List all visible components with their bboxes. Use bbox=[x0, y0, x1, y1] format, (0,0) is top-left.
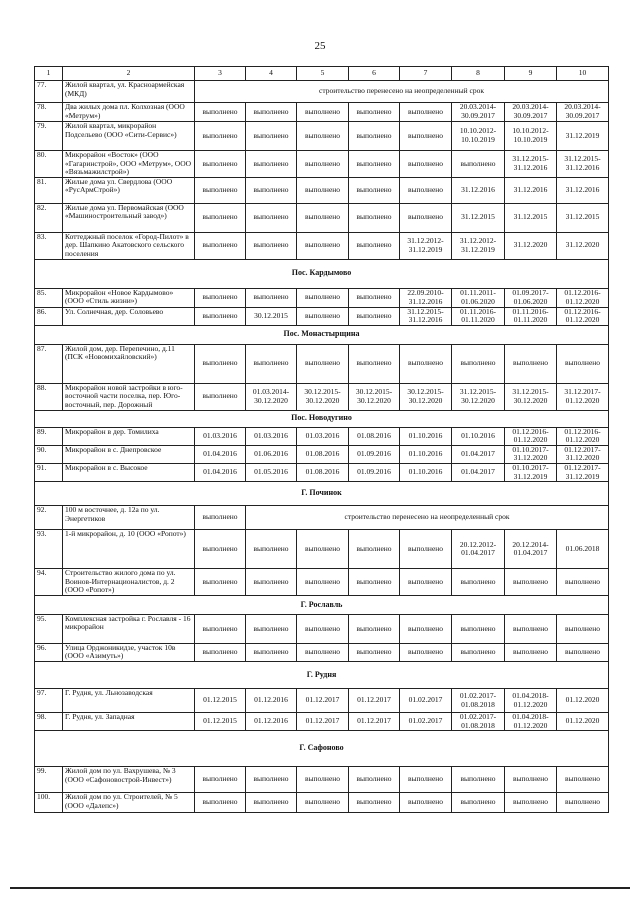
status-cell: выполнено bbox=[297, 151, 349, 178]
table-row bbox=[35, 383, 609, 410]
status-cell: выполнено bbox=[349, 103, 400, 122]
status-cell: выполнено bbox=[557, 643, 609, 661]
status-cell: выполнено bbox=[297, 232, 349, 259]
status-cell: 20.12.2012- 01.04.2017 bbox=[452, 530, 505, 569]
status-cell: 31.12.2015- 31.12.2016 bbox=[557, 151, 609, 178]
object-name: Жилой дом по ул. Строителей, № 5 (ООО «Далепс») bbox=[63, 793, 195, 813]
table-row bbox=[35, 445, 609, 463]
status-cell: выполнено bbox=[246, 643, 297, 661]
status-cell: 01.11.2016- 01.11.2020 bbox=[452, 307, 505, 325]
section-header-row bbox=[35, 731, 609, 767]
status-cell: выполнено bbox=[557, 614, 609, 643]
status-cell: 01.02.2017 bbox=[400, 689, 452, 713]
status-cell: 01.12.2016- 01.12.2020 bbox=[557, 288, 609, 307]
table-row bbox=[35, 81, 609, 103]
construction-table bbox=[34, 66, 609, 813]
status-cell: 01.08.2016 bbox=[297, 463, 349, 481]
status-cell: выполнено bbox=[400, 614, 452, 643]
section-header-row bbox=[35, 482, 609, 506]
status-cell: выполнено bbox=[297, 344, 349, 383]
status-cell: выполнено bbox=[195, 767, 246, 793]
status-cell: выполнено bbox=[246, 177, 297, 203]
status-cell: 01.09.2016 bbox=[349, 445, 400, 463]
object-name: Г. Рудня, ул. Льнозаводская bbox=[63, 689, 195, 713]
status-cell: 20.12.2014- 01.04.2017 bbox=[505, 530, 557, 569]
row-number: 86. bbox=[35, 307, 63, 325]
status-cell: выполнено bbox=[349, 793, 400, 813]
status-cell: выполнено bbox=[349, 232, 400, 259]
row-number: 83. bbox=[35, 232, 63, 259]
table-row bbox=[35, 103, 609, 122]
table-row bbox=[35, 122, 609, 151]
status-cell: 01.10.2016 bbox=[400, 427, 452, 445]
status-cell: 31.12.2020 bbox=[557, 232, 609, 259]
object-name: Микрорайон «Новое Кардымово» (ООО «Стиль жизни») bbox=[63, 288, 195, 307]
status-cell: 01.10.2017- 31.12.2019 bbox=[505, 463, 557, 481]
column-number-cell: 2 bbox=[63, 67, 195, 81]
status-cell: выполнено bbox=[297, 177, 349, 203]
object-name: Комплексная застройка г. Рославля - 16 микрорайон bbox=[63, 614, 195, 643]
status-cell: выполнено bbox=[246, 203, 297, 232]
status-cell: выполнено bbox=[400, 177, 452, 203]
status-cell: выполнено bbox=[557, 767, 609, 793]
status-cell: 01.03.2016 bbox=[195, 427, 246, 445]
table-row bbox=[35, 232, 609, 259]
status-cell: 31.12.2015- 31.12.2016 bbox=[505, 151, 557, 178]
status-cell: выполнено bbox=[557, 569, 609, 596]
section-header-row bbox=[35, 410, 609, 427]
status-cell: выполнено bbox=[400, 344, 452, 383]
status-cell: выполнено bbox=[505, 643, 557, 661]
column-number-cell: 4 bbox=[246, 67, 297, 81]
status-cell: 31.12.2016 bbox=[557, 177, 609, 203]
object-name: Жилой квартал, ул. Красноармейская (МКД) bbox=[63, 81, 195, 103]
status-cell: 01.12.2020 bbox=[557, 713, 609, 731]
status-cell: 01.03.2016 bbox=[297, 427, 349, 445]
table-row bbox=[35, 506, 609, 530]
status-cell: выполнено bbox=[195, 569, 246, 596]
column-number-row bbox=[35, 67, 609, 81]
status-cell: выполнено bbox=[297, 767, 349, 793]
postponed-note: строительство перенесено на неопределенный срок bbox=[246, 506, 609, 530]
status-cell: выполнено bbox=[297, 569, 349, 596]
status-cell: 31.12.2012- 31.12.2019 bbox=[400, 232, 452, 259]
row-number: 92. bbox=[35, 506, 63, 530]
status-cell: 31.12.2017- 01.12.2020 bbox=[557, 383, 609, 410]
status-cell: 31.12.2015 bbox=[452, 203, 505, 232]
status-cell: выполнено bbox=[349, 177, 400, 203]
object-name: Микрорайон в с. Днепровское bbox=[63, 445, 195, 463]
status-cell: выполнено bbox=[195, 643, 246, 661]
status-cell: выполнено bbox=[297, 122, 349, 151]
object-name: Микрорайон в с. Высокое bbox=[63, 463, 195, 481]
row-number: 94. bbox=[35, 569, 63, 596]
table-body bbox=[35, 67, 609, 813]
object-name: Микрорайон в дер. Томилиха bbox=[63, 427, 195, 445]
section-header-row bbox=[35, 259, 609, 288]
section-title: Пос. Кардымово bbox=[35, 259, 609, 288]
status-cell: 31.12.2016 bbox=[452, 177, 505, 203]
status-cell: выполнено bbox=[195, 530, 246, 569]
status-cell: выполнено bbox=[246, 530, 297, 569]
row-number: 77. bbox=[35, 81, 63, 103]
status-cell: 01.12.2017- 31.12.2020 bbox=[557, 445, 609, 463]
status-cell: 01.03.2014- 30.12.2020 bbox=[246, 383, 297, 410]
status-cell: 01.12.2017 bbox=[349, 689, 400, 713]
status-cell: 01.12.2017- 31.12.2019 bbox=[557, 463, 609, 481]
status-cell: 01.10.2017- 31.12.2020 bbox=[505, 445, 557, 463]
table-row bbox=[35, 307, 609, 325]
object-name: Микрорайон «Восток» (ООО «Гагаринстрой», ООО «Метрум», ООО «Вязьмажилстрой») bbox=[63, 151, 195, 178]
status-cell: 01.10.2016 bbox=[452, 427, 505, 445]
table-row bbox=[35, 344, 609, 383]
table-row bbox=[35, 643, 609, 661]
status-cell: 01.12.2015 bbox=[195, 713, 246, 731]
status-cell: 01.10.2016 bbox=[400, 445, 452, 463]
status-cell: 31.12.2015 bbox=[505, 203, 557, 232]
row-number: 88. bbox=[35, 383, 63, 410]
status-cell: выполнено bbox=[195, 793, 246, 813]
status-cell: выполнено bbox=[452, 614, 505, 643]
status-cell: выполнено bbox=[195, 151, 246, 178]
row-number: 91. bbox=[35, 463, 63, 481]
status-cell: выполнено bbox=[349, 614, 400, 643]
status-cell: выполнено bbox=[246, 288, 297, 307]
column-number-cell: 5 bbox=[297, 67, 349, 81]
status-cell: выполнено bbox=[400, 767, 452, 793]
object-name: Жилой квартал, микрорайон Подсельево (ООО «Сити-Сервис») bbox=[63, 122, 195, 151]
status-cell: 01.10.2016 bbox=[400, 463, 452, 481]
status-cell: выполнено bbox=[195, 122, 246, 151]
status-cell: 20.03.2014- 30.09.2017 bbox=[452, 103, 505, 122]
status-cell: 01.06.2016 bbox=[246, 445, 297, 463]
status-cell: 20.03.2014- 30.09.2017 bbox=[505, 103, 557, 122]
status-cell: выполнено bbox=[195, 232, 246, 259]
section-header-row bbox=[35, 595, 609, 614]
status-cell: 01.09.2017- 01.06.2020 bbox=[505, 288, 557, 307]
status-cell: выполнено bbox=[246, 793, 297, 813]
status-cell: выполнено bbox=[349, 643, 400, 661]
status-cell: 10.10.2012- 10.10.2019 bbox=[505, 122, 557, 151]
status-cell: 30.12.2015- 30.12.2020 bbox=[400, 383, 452, 410]
table-row bbox=[35, 151, 609, 178]
postponed-note: строительство перенесено на неопределенный срок bbox=[195, 81, 609, 103]
status-cell: выполнено bbox=[400, 122, 452, 151]
table-row bbox=[35, 427, 609, 445]
table-row bbox=[35, 689, 609, 713]
status-cell: выполнено bbox=[400, 793, 452, 813]
status-cell: выполнено bbox=[400, 103, 452, 122]
status-cell: 01.06.2018 bbox=[557, 530, 609, 569]
status-cell: 01.05.2016 bbox=[246, 463, 297, 481]
row-number: 79. bbox=[35, 122, 63, 151]
status-cell: 31.12.2015- 31.12.2016 bbox=[400, 307, 452, 325]
status-cell: 31.12.2016 bbox=[505, 177, 557, 203]
section-header-row bbox=[35, 325, 609, 344]
status-cell: выполнено bbox=[349, 151, 400, 178]
object-name: Г. Рудня, ул. Западная bbox=[63, 713, 195, 731]
status-cell: 30.12.2015- 30.12.2020 bbox=[349, 383, 400, 410]
status-cell: выполнено bbox=[505, 767, 557, 793]
status-cell: выполнено bbox=[297, 643, 349, 661]
status-cell: выполнено bbox=[195, 177, 246, 203]
status-cell: выполнено bbox=[246, 569, 297, 596]
row-number: 82. bbox=[35, 203, 63, 232]
row-number: 81. bbox=[35, 177, 63, 203]
page-number: 25 bbox=[314, 40, 326, 52]
object-name: Микрорайон новой застройки в юго-восточной части поселка, пер. Юго-восточный, пер. Дорожный bbox=[63, 383, 195, 410]
status-cell: выполнено bbox=[349, 203, 400, 232]
row-number: 90. bbox=[35, 445, 63, 463]
row-number: 93. bbox=[35, 530, 63, 569]
status-cell: 22.09.2010- 31.12.2016 bbox=[400, 288, 452, 307]
status-cell: 01.12.2016 bbox=[246, 689, 297, 713]
table-row bbox=[35, 767, 609, 793]
status-cell: выполнено bbox=[452, 767, 505, 793]
object-name: 1-й микрорайон, д. 10 (ООО «Ропот») bbox=[63, 530, 195, 569]
status-cell: 31.12.2019 bbox=[557, 122, 609, 151]
section-title: Пос. Новодугино bbox=[35, 410, 609, 427]
table-row bbox=[35, 713, 609, 731]
status-cell: 30.12.2015- 30.12.2020 bbox=[297, 383, 349, 410]
object-name: Улица Орджоникидзе, участок 10в (ООО «Азимуть») bbox=[63, 643, 195, 661]
table-row bbox=[35, 177, 609, 203]
status-cell: выполнено bbox=[505, 344, 557, 383]
status-cell: 01.08.2016 bbox=[297, 445, 349, 463]
status-cell: 10.10.2012- 10.10.2019 bbox=[452, 122, 505, 151]
status-cell: выполнено bbox=[349, 767, 400, 793]
status-cell: 01.12.2017 bbox=[297, 713, 349, 731]
status-cell: выполнено bbox=[505, 614, 557, 643]
status-cell: выполнено bbox=[297, 793, 349, 813]
status-cell: 01.12.2020 bbox=[557, 689, 609, 713]
column-number-cell: 9 bbox=[505, 67, 557, 81]
status-cell: 01.11.2011- 01.06.2020 bbox=[452, 288, 505, 307]
status-cell: выполнено bbox=[400, 643, 452, 661]
row-number: 100. bbox=[35, 793, 63, 813]
status-cell: 01.08.2016 bbox=[349, 427, 400, 445]
column-number-cell: 1 bbox=[35, 67, 63, 81]
status-cell: 01.12.2016- 01.12.2020 bbox=[557, 307, 609, 325]
status-cell: выполнено bbox=[400, 151, 452, 178]
row-number: 78. bbox=[35, 103, 63, 122]
status-cell: выполнено bbox=[349, 569, 400, 596]
status-cell: 31.12.2015 bbox=[557, 203, 609, 232]
row-number: 99. bbox=[35, 767, 63, 793]
table-row bbox=[35, 463, 609, 481]
status-cell: выполнено bbox=[297, 530, 349, 569]
status-cell: выполнено bbox=[452, 793, 505, 813]
status-cell: выполнено bbox=[297, 203, 349, 232]
status-cell: 01.02.2017 bbox=[400, 713, 452, 731]
status-cell: выполнено bbox=[246, 614, 297, 643]
row-number: 96. bbox=[35, 643, 63, 661]
status-cell: выполнено bbox=[195, 344, 246, 383]
status-cell: выполнено bbox=[505, 793, 557, 813]
status-cell: выполнено bbox=[297, 288, 349, 307]
column-number-cell: 3 bbox=[195, 67, 246, 81]
row-number: 97. bbox=[35, 689, 63, 713]
status-cell: 01.03.2016 bbox=[246, 427, 297, 445]
status-cell: 01.02.2017- 01.08.2018 bbox=[452, 713, 505, 731]
section-header-row bbox=[35, 662, 609, 689]
status-cell: 31.12.2015- 30.12.2020 bbox=[505, 383, 557, 410]
object-name: Ул. Солнечная, дер. Соловьево bbox=[63, 307, 195, 325]
section-title: Г. Сафоново bbox=[35, 731, 609, 767]
status-cell: выполнено bbox=[246, 232, 297, 259]
table-row bbox=[35, 530, 609, 569]
status-cell: 01.04.2017 bbox=[452, 445, 505, 463]
table-row bbox=[35, 793, 609, 813]
table-row bbox=[35, 203, 609, 232]
status-cell: 30.12.2015 bbox=[246, 307, 297, 325]
status-cell: 01.02.2017- 01.08.2018 bbox=[452, 689, 505, 713]
status-cell: выполнено bbox=[297, 307, 349, 325]
status-cell: выполнено bbox=[297, 614, 349, 643]
row-number: 98. bbox=[35, 713, 63, 731]
status-cell: 20.03.2014- 30.09.2017 bbox=[557, 103, 609, 122]
row-number: 89. bbox=[35, 427, 63, 445]
status-cell: выполнено bbox=[400, 569, 452, 596]
status-cell: выполнено bbox=[505, 569, 557, 596]
status-cell: 01.12.2016 bbox=[246, 713, 297, 731]
column-number-cell: 8 bbox=[452, 67, 505, 81]
table-row bbox=[35, 288, 609, 307]
status-cell: выполнено bbox=[349, 307, 400, 325]
status-cell: выполнено bbox=[452, 569, 505, 596]
status-cell: выполнено bbox=[452, 344, 505, 383]
status-cell: выполнено bbox=[349, 530, 400, 569]
object-name: 100 м восточнее, д. 12а по ул. Энергетиков bbox=[63, 506, 195, 530]
column-number-cell: 10 bbox=[557, 67, 609, 81]
section-title: Г. Починок bbox=[35, 482, 609, 506]
object-name: Жилой дом, дер. Перепечино, д.11 (ПСК «Новомихайловский») bbox=[63, 344, 195, 383]
status-cell: выполнено bbox=[400, 203, 452, 232]
object-name: Жилые дома ул. Свердлова (ООО «РусАрмСтрой») bbox=[63, 177, 195, 203]
object-name: Два жилых дома пл. Колхозная (ООО «Метрум») bbox=[63, 103, 195, 122]
status-cell: выполнено bbox=[297, 103, 349, 122]
status-cell: выполнено bbox=[195, 614, 246, 643]
object-name: Коттеджный поселок «Город-Пилот» в дер. Шапкино Акатовского сельского поселения bbox=[63, 232, 195, 259]
status-cell: 01.12.2016- 01.12.2020 bbox=[505, 427, 557, 445]
status-cell: 01.04.2018- 01.12.2020 bbox=[505, 713, 557, 731]
status-cell: 01.11.2016- 01.11.2020 bbox=[505, 307, 557, 325]
status-cell: 01.04.2016 bbox=[195, 445, 246, 463]
status-cell: выполнено bbox=[400, 530, 452, 569]
status-cell: выполнено bbox=[452, 643, 505, 661]
status-cell: выполнено bbox=[195, 307, 246, 325]
row-number: 95. bbox=[35, 614, 63, 643]
row-number: 87. bbox=[35, 344, 63, 383]
status-cell: выполнено bbox=[557, 793, 609, 813]
section-title: Пос. Монастырщина bbox=[35, 325, 609, 344]
status-cell: выполнено bbox=[246, 103, 297, 122]
object-name: Строительство жилого дома по ул. Воинов-Интернационалистов, д. 2 (ООО «Ропот») bbox=[63, 569, 195, 596]
status-cell: 31.12.2012- 31.12.2019 bbox=[452, 232, 505, 259]
status-cell: 01.12.2016- 01.12.2020 bbox=[557, 427, 609, 445]
status-cell: выполнено bbox=[557, 344, 609, 383]
section-title: Г. Рославль bbox=[35, 595, 609, 614]
status-cell: выполнено bbox=[246, 122, 297, 151]
status-cell: 01.12.2017 bbox=[349, 713, 400, 731]
status-cell: 01.04.2018- 01.12.2020 bbox=[505, 689, 557, 713]
column-number-cell: 7 bbox=[400, 67, 452, 81]
bottom-rule bbox=[10, 887, 630, 889]
section-title: Г. Рудня bbox=[35, 662, 609, 689]
status-cell: выполнено bbox=[246, 344, 297, 383]
status-cell: выполнено bbox=[246, 767, 297, 793]
status-cell: выполнено bbox=[195, 203, 246, 232]
status-cell: выполнено bbox=[246, 151, 297, 178]
status-cell: 01.09.2016 bbox=[349, 463, 400, 481]
table-row bbox=[35, 569, 609, 596]
status-cell: выполнено bbox=[349, 122, 400, 151]
status-cell: выполнено bbox=[349, 288, 400, 307]
status-cell: 01.04.2017 bbox=[452, 463, 505, 481]
row-number: 80. bbox=[35, 151, 63, 178]
status-cell: 01.12.2015 bbox=[195, 689, 246, 713]
status-cell: 31.12.2020 bbox=[505, 232, 557, 259]
status-cell: 31.12.2015- 30.12.2020 bbox=[452, 383, 505, 410]
status-cell: 01.12.2017 bbox=[297, 689, 349, 713]
row-number: 85. bbox=[35, 288, 63, 307]
status-cell: выполнено bbox=[195, 506, 246, 530]
status-cell: выполнено bbox=[195, 383, 246, 410]
status-cell: выполнено bbox=[452, 151, 505, 178]
object-name: Жилой дом по ул. Вахрушева, № 3 (ООО «Сафоновострой-Инвест») bbox=[63, 767, 195, 793]
status-cell: выполнено bbox=[195, 103, 246, 122]
object-name: Жилые дома ул. Первомайская (ООО «Машиностроительный завод») bbox=[63, 203, 195, 232]
status-cell: выполнено bbox=[349, 344, 400, 383]
column-number-cell: 6 bbox=[349, 67, 400, 81]
status-cell: выполнено bbox=[195, 288, 246, 307]
status-cell: 01.04.2016 bbox=[195, 463, 246, 481]
table-row bbox=[35, 614, 609, 643]
